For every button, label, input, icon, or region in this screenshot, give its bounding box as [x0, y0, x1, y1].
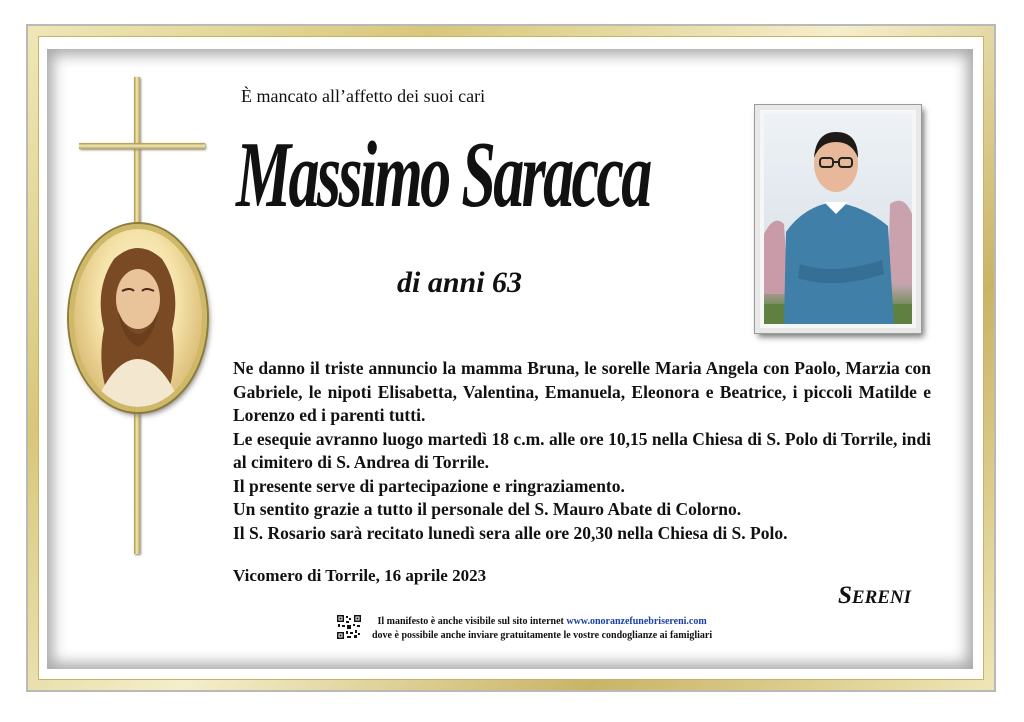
photo-figure — [764, 114, 912, 324]
footer-line-1 — [372, 615, 712, 629]
photo-frame — [755, 105, 921, 333]
paragraph-funeral: Le esequie avranno luogo martedì 18 c.m. alle ore 10,15 nella Chiesa di S. Polo di Torrile, indi al cimitero di S. Andrea di Torrile. — [233, 428, 931, 472]
qr-code-icon[interactable] — [337, 615, 361, 639]
brand-rest: ERENI — [851, 587, 912, 608]
brand-initial: S — [838, 582, 852, 609]
cross-bar — [79, 143, 205, 149]
age-line: di anni 63 — [397, 266, 523, 299]
paragraph-family: Ne danno il triste annuncio la mamma Bruna, le sorelle Maria Angela con Paolo, Marzia con Gabriele, le nipoti Elisabetta, Valentina, Emanuela, Eleonora e Beatrice, i piccoli Matilde e Lorenzo ed i parenti tutti. — [233, 358, 931, 425]
footer-notice — [372, 615, 712, 643]
website-link[interactable]: www.onoranzefunebrisereni.com — [566, 616, 707, 627]
funeral-home-brand — [838, 582, 911, 610]
intro-line: È mancato all’affetto dei suoi cari — [241, 86, 486, 106]
announcement-text — [233, 357, 931, 545]
footer-line-2: dove è possibile anche inviare gratuitamente le vostre condoglianze ai famigliari — [372, 630, 713, 641]
place-date: Vicomero di Torrile, 16 aprile 2023 — [233, 566, 487, 585]
paragraph-gratitude: Un sentito grazie a tutto il personale del S. Mauro Abate di Colorno. — [233, 499, 742, 519]
paragraph-rosary: Il S. Rosario sarà recitato lunedì sera alle ore 20,30 nella Chiesa di S. Polo. — [233, 522, 788, 543]
religious-portrait — [69, 224, 207, 412]
qr-code-graphic — [337, 615, 361, 639]
paragraph-thanks: Il presente serve di partecipazione e ringraziamento. — [233, 475, 625, 496]
portrait-figure — [74, 229, 202, 407]
deceased-photo — [764, 114, 912, 324]
deceased-name: Massimo Saracca — [236, 123, 650, 227]
footer-text-1: Il manifesto è anche visibile sul sito internet — [377, 616, 564, 627]
